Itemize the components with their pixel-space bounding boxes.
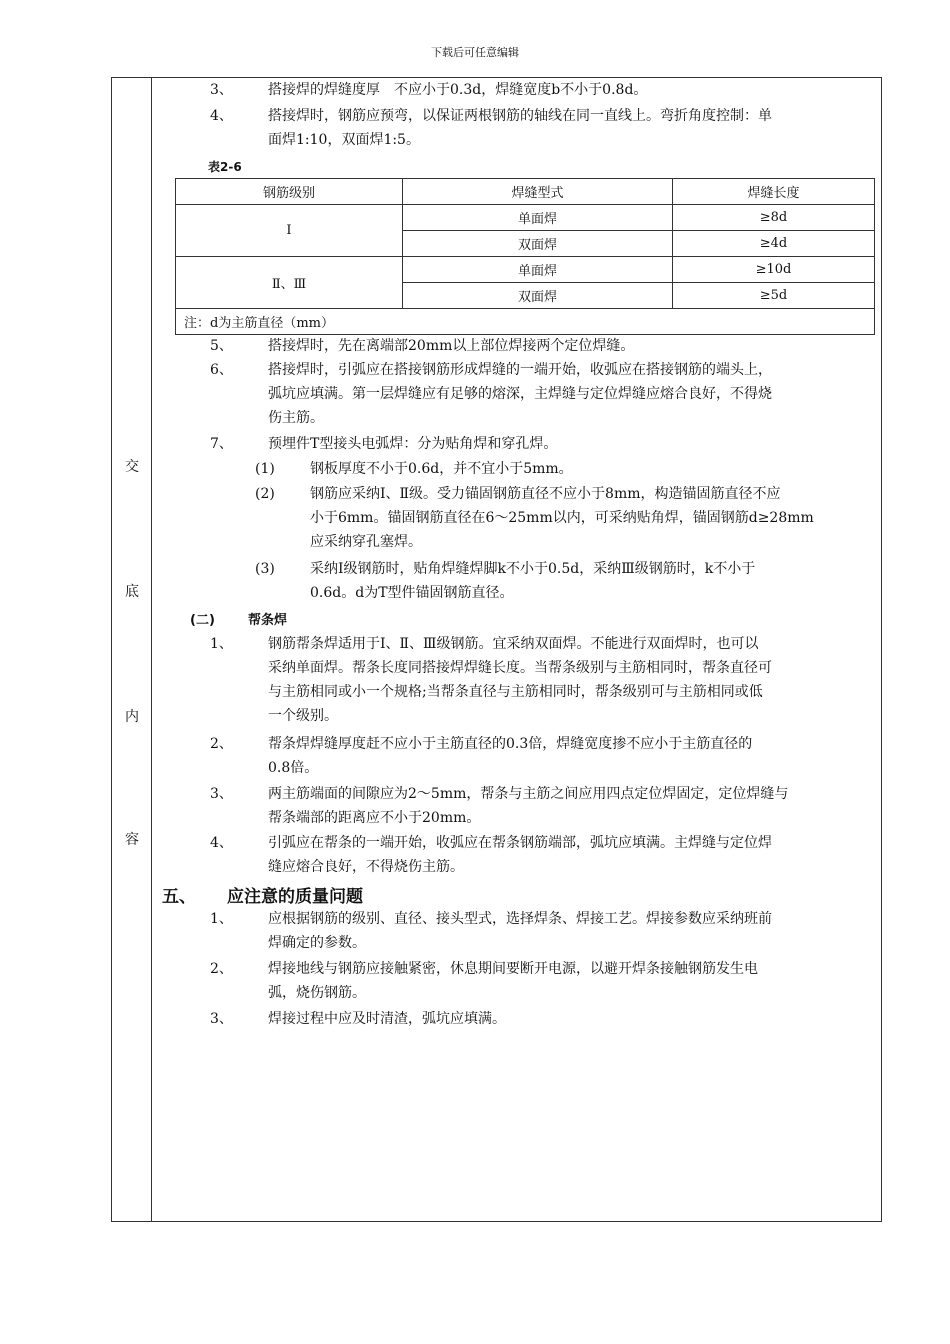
table-cell: 双面焊 <box>403 231 673 257</box>
grade-cell: Ⅱ、Ⅲ <box>176 257 403 309</box>
item-number: 1、 <box>210 911 233 927</box>
table-header-cell: 焊缝型式 <box>403 179 673 205</box>
table-row <box>176 257 875 283</box>
side-label-char: 交 <box>125 459 139 475</box>
section-title: 帮条焊 <box>248 613 288 628</box>
item-text: 搭接焊时，引弧应在搭接钢筋形成焊缝的一端开始，收弧应在搭接钢筋的端头上， <box>268 362 772 378</box>
sub-item-text: 钢板厚度不小于0.6d，并不宜小于5mm。 <box>310 461 573 477</box>
item-text: 面焊1:10，双面焊1:5。 <box>268 132 420 148</box>
table-cell: 单面焊 <box>403 257 673 283</box>
item-text: 缝应熔合良好，不得烧伤主筋。 <box>268 859 464 875</box>
item-text: 伤主筋。 <box>268 410 324 426</box>
item-text: 帮条端部的距离应不小于20mm。 <box>268 810 481 826</box>
item-text: 搭接焊的焊缝度厚 不应小于0.3d，焊缝宽度b不小于0.8d。 <box>268 82 648 98</box>
item-number: 3、 <box>210 82 233 98</box>
section-number: 五、 <box>162 887 196 907</box>
item-number: 6、 <box>210 362 233 378</box>
item-text: 焊确定的参数。 <box>268 935 366 951</box>
page-header: 下载后可任意编辑 <box>431 46 519 59</box>
item-text: 焊接地线与钢筋应接触紧密，休息期间要断开电源，以避开焊条接触钢筋发生电 <box>268 961 758 977</box>
table-note-row <box>176 309 875 335</box>
item-number: 5、 <box>210 338 233 354</box>
sub-item-number: (2) <box>255 486 275 502</box>
sub-item-text: 0.6d。d为T型件锚固钢筋直径。 <box>310 585 514 601</box>
item-text: 0.8倍。 <box>268 760 319 776</box>
grade-cell: Ⅰ <box>176 205 403 257</box>
sub-item-text: 应采纳穿孔塞焊。 <box>310 534 422 550</box>
item-number: 2、 <box>210 736 233 752</box>
item-text: 焊接过程中应及时清渣，弧坑应填满。 <box>268 1011 506 1027</box>
table-cell: ≥10d <box>673 257 875 283</box>
column-divider <box>151 77 152 1222</box>
side-label-char: 内 <box>125 709 139 725</box>
item-text: 搭接焊时，钢筋应预弯，以保证两根钢筋的轴线在同一直线上。弯折角度控制：单 <box>268 108 772 124</box>
item-number: 4、 <box>210 835 233 851</box>
weld-length-table <box>175 178 875 335</box>
table-caption: 表2-6 <box>208 160 242 174</box>
item-text: 一个级别。 <box>268 708 338 724</box>
table-cell: 单面焊 <box>403 205 673 231</box>
section-number: (二) <box>190 613 215 628</box>
item-number: 1、 <box>210 636 233 652</box>
item-text: 搭接焊时，先在离端部20mm以上部位焊接两个定位焊缝。 <box>268 338 635 354</box>
sub-item-text: 采纳Ⅰ级钢筋时，贴角焊缝焊脚k不小于0.5d，采纳Ⅲ级钢筋时，k不小于 <box>310 561 756 577</box>
sub-item-number: (3) <box>255 561 275 577</box>
item-number: 7、 <box>210 436 233 452</box>
table-note: 注：d为主筋直径（mm） <box>176 309 875 335</box>
item-number: 3、 <box>210 786 233 802</box>
item-text: 采纳单面焊。帮条长度同搭接焊焊缝长度。当帮条级别与主筋相同时，帮条直径可 <box>268 660 772 676</box>
item-text: 预埋件T型接头电弧焊：分为贴角焊和穿孔焊。 <box>268 436 558 452</box>
item-text: 引弧应在帮条的一端开始，收弧应在帮条钢筋端部，弧坑应填满。主焊缝与定位焊 <box>268 835 772 851</box>
table-header-cell: 焊缝长度 <box>673 179 875 205</box>
item-text: 钢筋帮条焊适用于Ⅰ、Ⅱ、Ⅲ级钢筋。宜采纳双面焊。不能进行双面焊时，也可以 <box>268 636 759 652</box>
item-text: 帮条焊焊缝厚度赶不应小于主筋直径的0.3倍，焊缝宽度掺不应小于主筋直径的 <box>268 736 753 752</box>
table-row <box>176 205 875 231</box>
item-text: 弧坑应填满。第一层焊缝应有足够的熔深，主焊缝与定位焊缝应熔合良好，不得烧 <box>268 386 772 402</box>
side-label-char: 底 <box>125 584 139 600</box>
item-number: 4、 <box>210 108 233 124</box>
item-text: 应根据钢筋的级别、直径、接头型式，选择焊条、焊接工艺。焊接参数应采纳班前 <box>268 911 772 927</box>
table-header-row <box>176 179 875 205</box>
table-cell: ≥4d <box>673 231 875 257</box>
item-text: 与主筋相同或小一个规格;当帮条直径与主筋相同时，帮条级别可与主筋相同或低 <box>268 684 763 700</box>
table-cell: ≥8d <box>673 205 875 231</box>
table-cell: 双面焊 <box>403 283 673 309</box>
section-title: 应注意的质量问题 <box>227 887 363 907</box>
item-text: 两主筋端面的间隙应为2～5mm，帮条与主筋之间应用四点定位焊固定，定位焊缝与 <box>268 786 789 802</box>
item-number: 3、 <box>210 1011 233 1027</box>
sub-item-text: 钢筋应采纳Ⅰ、Ⅱ级。受力锚固钢筋直径不应小于8mm，构造锚固筋直径不应 <box>310 486 781 502</box>
table-header-cell: 钢筋级别 <box>176 179 403 205</box>
table-cell: ≥5d <box>673 283 875 309</box>
side-label-char: 容 <box>125 832 139 848</box>
sub-item-text: 小于6mm。锚固钢筋直径在6～25mm以内，可采纳贴角焊，锚固钢筋d≥28mm <box>310 510 814 526</box>
item-number: 2、 <box>210 961 233 977</box>
sub-item-number: (1) <box>255 461 275 477</box>
item-text: 弧，烧伤钢筋。 <box>268 985 366 1001</box>
